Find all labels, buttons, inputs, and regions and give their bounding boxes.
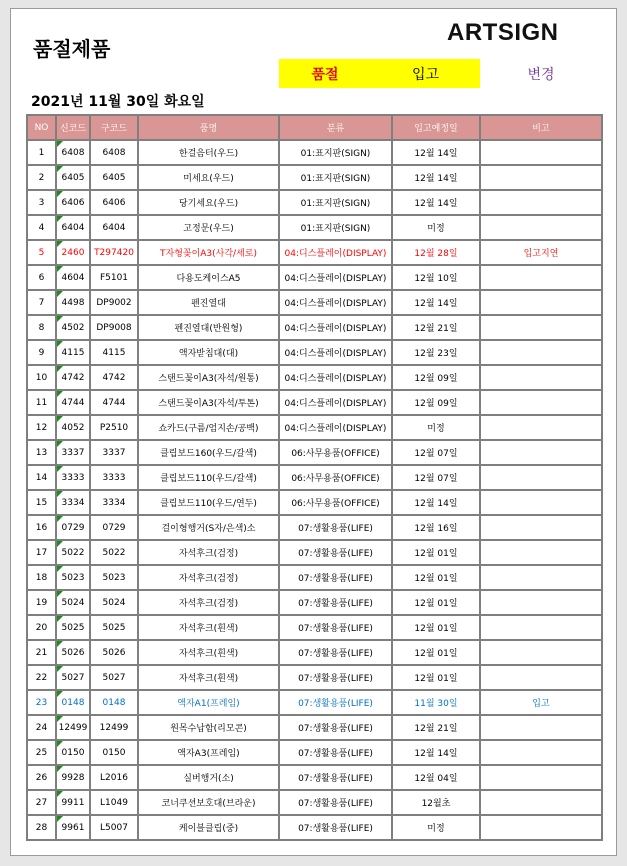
cell-name[interactable]: 스탠드꽂이A3(자석/투톤)	[138, 390, 279, 415]
cell-name[interactable]: 자석후크(흰색)	[138, 665, 279, 690]
table-row[interactable]	[27, 340, 602, 365]
cell-old-code[interactable]: 0729	[90, 515, 138, 540]
col-header-category: 분류	[279, 115, 392, 140]
cell-eta[interactable]: 미정	[392, 415, 480, 440]
stockout-table	[26, 114, 603, 841]
cell-new-code[interactable]: 4115	[56, 340, 90, 365]
cell-name[interactable]: 실버행거(소)	[138, 765, 279, 790]
cell-no[interactable]: 18	[27, 565, 56, 590]
cell-eta[interactable]: 12월 14일	[392, 740, 480, 765]
col-header-eta: 입고예정일	[392, 115, 480, 140]
cell-category[interactable]: 07:생활용품(LIFE)	[279, 590, 392, 615]
cell-eta[interactable]: 12월 01일	[392, 540, 480, 565]
cell-name[interactable]: 액자받침대(대)	[138, 340, 279, 365]
cell-name[interactable]: 쇼카드(구름/엄지손/공백)	[138, 415, 279, 440]
col-header-old-code: 구코드	[90, 115, 138, 140]
cell-old-code[interactable]: 12499	[90, 715, 138, 740]
cell-note[interactable]	[480, 365, 602, 390]
cell-no[interactable]: 2	[27, 165, 56, 190]
cell-eta[interactable]: 12월 14일	[392, 290, 480, 315]
cell-eta[interactable]: 12월 09일	[392, 365, 480, 390]
cell-category[interactable]: 07:생활용품(LIFE)	[279, 640, 392, 665]
table-row[interactable]	[27, 615, 602, 640]
cell-note[interactable]	[480, 715, 602, 740]
cell-new-code[interactable]: 2460	[56, 240, 90, 265]
cell-old-code[interactable]: 6408	[90, 140, 138, 165]
cell-old-code[interactable]: L2016	[90, 765, 138, 790]
cell-new-code[interactable]: 6404	[56, 215, 90, 240]
table-row[interactable]	[27, 540, 602, 565]
cell-note[interactable]	[480, 790, 602, 815]
cell-no[interactable]: 7	[27, 290, 56, 315]
cell-new-code[interactable]: 6405	[56, 165, 90, 190]
cell-eta[interactable]: 12월 14일	[392, 165, 480, 190]
cell-eta[interactable]: 12월 14일	[392, 190, 480, 215]
cell-no[interactable]: 27	[27, 790, 56, 815]
cell-old-code[interactable]: 0150	[90, 740, 138, 765]
cell-category[interactable]: 07:생활용품(LIFE)	[279, 815, 392, 840]
cell-old-code[interactable]: 6406	[90, 190, 138, 215]
cell-note[interactable]: 입고지연	[480, 240, 602, 265]
cell-eta[interactable]: 12월 01일	[392, 640, 480, 665]
table-row[interactable]	[27, 190, 602, 215]
table-header-row	[27, 115, 602, 140]
cell-eta[interactable]: 12월 01일	[392, 590, 480, 615]
cell-eta[interactable]: 12월 07일	[392, 440, 480, 465]
cell-category[interactable]: 04:디스플레이(DISPLAY)	[279, 340, 392, 365]
cell-note[interactable]	[480, 440, 602, 465]
cell-old-code[interactable]: 3337	[90, 440, 138, 465]
cell-note[interactable]	[480, 640, 602, 665]
table-row[interactable]	[27, 215, 602, 240]
cell-new-code[interactable]: 5024	[56, 590, 90, 615]
cell-old-code[interactable]: P2510	[90, 415, 138, 440]
cell-eta[interactable]: 12월 01일	[392, 665, 480, 690]
cell-name[interactable]: 미세요(우드)	[138, 165, 279, 190]
cell-name[interactable]: 자석후크(검정)	[138, 590, 279, 615]
cell-note[interactable]	[480, 540, 602, 565]
cell-category[interactable]: 04:디스플레이(DISPLAY)	[279, 415, 392, 440]
table-row[interactable]	[27, 790, 602, 815]
cell-note[interactable]	[480, 215, 602, 240]
cell-note[interactable]	[480, 665, 602, 690]
cell-name[interactable]: 원목수납함(리모콘)	[138, 715, 279, 740]
cell-category[interactable]: 07:생활용품(LIFE)	[279, 565, 392, 590]
cell-old-code[interactable]: 4742	[90, 365, 138, 390]
cell-eta[interactable]: 12월 21일	[392, 315, 480, 340]
cell-category[interactable]: 07:생활용품(LIFE)	[279, 765, 392, 790]
cell-new-code[interactable]: 3334	[56, 490, 90, 515]
cell-eta[interactable]: 12월초	[392, 790, 480, 815]
cell-old-code[interactable]: 4744	[90, 390, 138, 415]
cell-category[interactable]: 01:표지판(SIGN)	[279, 190, 392, 215]
col-header-no: NO	[27, 115, 56, 140]
cell-note[interactable]	[480, 340, 602, 365]
cell-new-code[interactable]: 4744	[56, 390, 90, 415]
cell-eta[interactable]: 12월 01일	[392, 615, 480, 640]
cell-name[interactable]: 액자A1(프레임)	[138, 690, 279, 715]
table-row[interactable]	[27, 490, 602, 515]
cell-new-code[interactable]: 6406	[56, 190, 90, 215]
cell-note[interactable]	[480, 290, 602, 315]
cell-name[interactable]: T자형꽂이A3(사각/세로)	[138, 240, 279, 265]
report-date: 2021년 11월 30일 화요일	[31, 94, 205, 110]
cell-eta[interactable]: 12월 09일	[392, 390, 480, 415]
cell-old-code[interactable]: F5101	[90, 265, 138, 290]
cell-note[interactable]	[480, 315, 602, 340]
cell-name[interactable]: 케이블클립(중)	[138, 815, 279, 840]
cell-new-code[interactable]: 5023	[56, 565, 90, 590]
cell-category[interactable]: 04:디스플레이(DISPLAY)	[279, 290, 392, 315]
table-row[interactable]	[27, 640, 602, 665]
cell-name[interactable]: 자석후크(흰색)	[138, 615, 279, 640]
table-row[interactable]	[27, 240, 602, 265]
cell-new-code[interactable]: 9961	[56, 815, 90, 840]
cell-note[interactable]: 입고	[480, 690, 602, 715]
cell-old-code[interactable]: DP9008	[90, 315, 138, 340]
cell-note[interactable]	[480, 815, 602, 840]
table-row[interactable]	[27, 140, 602, 165]
col-header-new-code: 신코드	[56, 115, 90, 140]
cell-no[interactable]: 6	[27, 265, 56, 290]
cell-eta[interactable]: 미정	[392, 815, 480, 840]
cell-no[interactable]: 26	[27, 765, 56, 790]
cell-eta[interactable]: 12월 23일	[392, 340, 480, 365]
cell-category[interactable]: 06:사무용품(OFFICE)	[279, 490, 392, 515]
cell-old-code[interactable]: T297420	[90, 240, 138, 265]
cell-eta[interactable]: 12월 14일	[392, 490, 480, 515]
cell-new-code[interactable]: 4604	[56, 265, 90, 290]
legend-stockin: 입고	[371, 59, 480, 88]
cell-no[interactable]: 12	[27, 415, 56, 440]
table-row[interactable]	[27, 290, 602, 315]
legend-stockout: 품절	[279, 59, 371, 88]
cell-old-code[interactable]: 5027	[90, 665, 138, 690]
cell-name[interactable]: 자석후크(검정)	[138, 565, 279, 590]
table-row[interactable]	[27, 415, 602, 440]
cell-new-code[interactable]: 4498	[56, 290, 90, 315]
cell-note[interactable]	[480, 515, 602, 540]
cell-new-code[interactable]: 3333	[56, 465, 90, 490]
cell-no[interactable]: 19	[27, 590, 56, 615]
cell-new-code[interactable]: 0148	[56, 690, 90, 715]
cell-name[interactable]: 펜진열대	[138, 290, 279, 315]
cell-no[interactable]: 16	[27, 515, 56, 540]
cell-no[interactable]: 15	[27, 490, 56, 515]
cell-old-code[interactable]: DP9002	[90, 290, 138, 315]
table-row[interactable]	[27, 315, 602, 340]
table-row[interactable]	[27, 740, 602, 765]
cell-no[interactable]: 22	[27, 665, 56, 690]
table-row[interactable]	[27, 590, 602, 615]
cell-category[interactable]: 01:표지판(SIGN)	[279, 165, 392, 190]
cell-no[interactable]: 23	[27, 690, 56, 715]
table-row[interactable]	[27, 165, 602, 190]
cell-category[interactable]: 07:생활용품(LIFE)	[279, 715, 392, 740]
col-header-note: 비고	[480, 115, 602, 140]
table-row[interactable]	[27, 265, 602, 290]
cell-name[interactable]: 자석후크(흰색)	[138, 640, 279, 665]
cell-no[interactable]: 14	[27, 465, 56, 490]
brand-logo: ARTSIGN	[447, 19, 559, 46]
cell-name[interactable]: 코너쿠션보호대(브라운)	[138, 790, 279, 815]
cell-new-code[interactable]: 12499	[56, 715, 90, 740]
table-row[interactable]	[27, 565, 602, 590]
cell-note[interactable]	[480, 465, 602, 490]
col-header-name: 품명	[138, 115, 279, 140]
cell-no[interactable]: 17	[27, 540, 56, 565]
cell-name[interactable]: 걸이형행거(S자/은색)소	[138, 515, 279, 540]
cell-name[interactable]: 펜진열대(반원형)	[138, 315, 279, 340]
cell-no[interactable]: 24	[27, 715, 56, 740]
cell-no[interactable]: 28	[27, 815, 56, 840]
cell-eta[interactable]: 11월 30일	[392, 690, 480, 715]
cell-no[interactable]: 20	[27, 615, 56, 640]
cell-category[interactable]: 04:디스플레이(DISPLAY)	[279, 265, 392, 290]
cell-name[interactable]: 당기세요(우드)	[138, 190, 279, 215]
cell-name[interactable]: 자석후크(검정)	[138, 540, 279, 565]
cell-new-code[interactable]: 5027	[56, 665, 90, 690]
table-row[interactable]	[27, 465, 602, 490]
cell-no[interactable]: 13	[27, 440, 56, 465]
cell-eta[interactable]: 12월 28일	[392, 240, 480, 265]
cell-old-code[interactable]: 0148	[90, 690, 138, 715]
cell-note[interactable]	[480, 265, 602, 290]
table-body	[27, 140, 602, 840]
cell-eta[interactable]: 12월 21일	[392, 715, 480, 740]
cell-new-code[interactable]: 4052	[56, 415, 90, 440]
cell-eta[interactable]: 12월 10일	[392, 265, 480, 290]
cell-new-code[interactable]: 9928	[56, 765, 90, 790]
cell-category[interactable]: 04:디스플레이(DISPLAY)	[279, 315, 392, 340]
table-row[interactable]	[27, 440, 602, 465]
cell-new-code[interactable]: 3337	[56, 440, 90, 465]
cell-old-code[interactable]: 6404	[90, 215, 138, 240]
cell-category[interactable]: 01:표지판(SIGN)	[279, 215, 392, 240]
cell-eta[interactable]: 미정	[392, 215, 480, 240]
cell-category[interactable]: 04:디스플레이(DISPLAY)	[279, 240, 392, 265]
cell-name[interactable]: 액자A3(프레임)	[138, 740, 279, 765]
document-page	[10, 8, 617, 856]
cell-category[interactable]: 07:생활용품(LIFE)	[279, 515, 392, 540]
cell-no[interactable]: 3	[27, 190, 56, 215]
page-title: 품절제품	[33, 37, 111, 61]
cell-old-code[interactable]: 5026	[90, 640, 138, 665]
cell-category[interactable]: 07:생활용품(LIFE)	[279, 665, 392, 690]
cell-category[interactable]: 07:생활용품(LIFE)	[279, 690, 392, 715]
table-row[interactable]	[27, 515, 602, 540]
cell-old-code[interactable]: 5024	[90, 590, 138, 615]
cell-no[interactable]: 25	[27, 740, 56, 765]
cell-old-code[interactable]: 6405	[90, 165, 138, 190]
table-row[interactable]	[27, 765, 602, 790]
cell-category[interactable]: 04:디스플레이(DISPLAY)	[279, 365, 392, 390]
cell-note[interactable]	[480, 415, 602, 440]
cell-old-code[interactable]: 4115	[90, 340, 138, 365]
cell-note[interactable]	[480, 765, 602, 790]
cell-name[interactable]: 다용도케이스A5	[138, 265, 279, 290]
cell-new-code[interactable]: 0729	[56, 515, 90, 540]
cell-new-code[interactable]: 4742	[56, 365, 90, 390]
cell-old-code[interactable]: 5025	[90, 615, 138, 640]
cell-category[interactable]: 06:사무용품(OFFICE)	[279, 440, 392, 465]
table-row[interactable]	[27, 665, 602, 690]
cell-eta[interactable]: 12월 01일	[392, 565, 480, 590]
legend-change: 변경	[527, 66, 555, 83]
cell-note[interactable]	[480, 165, 602, 190]
cell-new-code[interactable]: 5026	[56, 640, 90, 665]
cell-note[interactable]	[480, 740, 602, 765]
cell-no[interactable]: 21	[27, 640, 56, 665]
cell-no[interactable]: 4	[27, 215, 56, 240]
cell-new-code[interactable]: 6408	[56, 140, 90, 165]
cell-eta[interactable]: 12월 04일	[392, 765, 480, 790]
cell-old-code[interactable]: L5007	[90, 815, 138, 840]
cell-no[interactable]: 1	[27, 140, 56, 165]
cell-note[interactable]	[480, 140, 602, 165]
table-row[interactable]	[27, 815, 602, 840]
cell-name[interactable]: 클립보드110(우드/갈색)	[138, 465, 279, 490]
cell-old-code[interactable]: 3334	[90, 490, 138, 515]
cell-no[interactable]: 8	[27, 315, 56, 340]
cell-no[interactable]: 10	[27, 365, 56, 390]
cell-no[interactable]: 9	[27, 340, 56, 365]
cell-no[interactable]: 5	[27, 240, 56, 265]
cell-note[interactable]	[480, 615, 602, 640]
cell-name[interactable]: 스탠드꽂이A3(자석/원통)	[138, 365, 279, 390]
cell-old-code[interactable]: 5023	[90, 565, 138, 590]
cell-category[interactable]: 07:생활용품(LIFE)	[279, 740, 392, 765]
cell-category[interactable]: 04:디스플레이(DISPLAY)	[279, 390, 392, 415]
cell-category[interactable]: 01:표지판(SIGN)	[279, 140, 392, 165]
cell-new-code[interactable]: 5025	[56, 615, 90, 640]
cell-new-code[interactable]: 9911	[56, 790, 90, 815]
cell-note[interactable]	[480, 565, 602, 590]
cell-eta[interactable]: 12월 07일	[392, 465, 480, 490]
cell-note[interactable]	[480, 390, 602, 415]
cell-name[interactable]: 고정문(우드)	[138, 215, 279, 240]
cell-new-code[interactable]: 5022	[56, 540, 90, 565]
cell-note[interactable]	[480, 190, 602, 215]
cell-no[interactable]: 11	[27, 390, 56, 415]
cell-old-code[interactable]: L1049	[90, 790, 138, 815]
table-row[interactable]	[27, 365, 602, 390]
cell-name[interactable]: 한걸음터(우드)	[138, 140, 279, 165]
cell-category[interactable]: 06:사무용품(OFFICE)	[279, 465, 392, 490]
cell-eta[interactable]: 12월 14일	[392, 140, 480, 165]
cell-name[interactable]: 클립보드110(우드/연두)	[138, 490, 279, 515]
cell-old-code[interactable]: 3333	[90, 465, 138, 490]
cell-old-code[interactable]: 5022	[90, 540, 138, 565]
table-row[interactable]	[27, 390, 602, 415]
cell-note[interactable]	[480, 490, 602, 515]
cell-category[interactable]: 07:생활용품(LIFE)	[279, 790, 392, 815]
table-row[interactable]	[27, 690, 602, 715]
cell-eta[interactable]: 12월 16일	[392, 515, 480, 540]
cell-new-code[interactable]: 0150	[56, 740, 90, 765]
cell-note[interactable]	[480, 590, 602, 615]
table-row[interactable]	[27, 715, 602, 740]
cell-name[interactable]: 클립보드160(우드/갈색)	[138, 440, 279, 465]
cell-category[interactable]: 07:생활용품(LIFE)	[279, 615, 392, 640]
cell-new-code[interactable]: 4502	[56, 315, 90, 340]
cell-category[interactable]: 07:생활용품(LIFE)	[279, 540, 392, 565]
